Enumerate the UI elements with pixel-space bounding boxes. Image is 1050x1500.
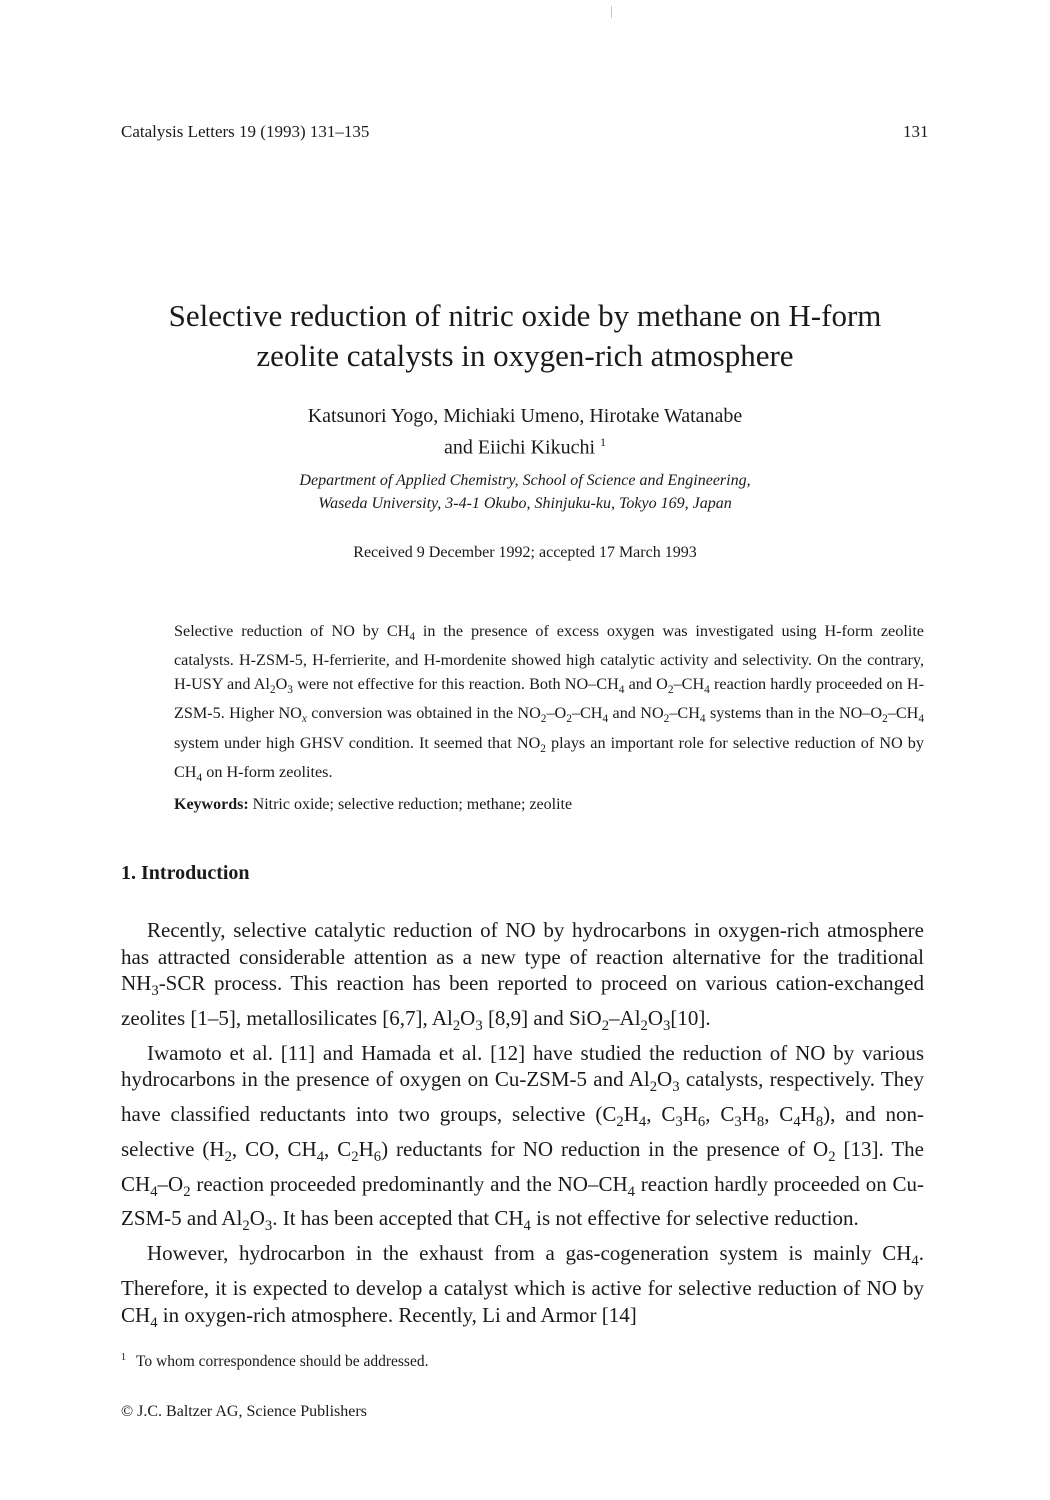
paragraph-2: Iwamoto et al. [11] and Hamada et al. [12] have studied the reduction of NO by various hydrocarbons in the presence of oxygen on Cu-ZSM-5 and $Al_2O_3$ catalysts, respectively. They have classified reductants into two groups, selective ($C_2H_4$, $C_3H_6$, $C_3H_8$, $C_4H_8$), and non-selective ($H_2$, CO, $CH_4$, $C_2H_6$) reductants for NO reduction in the presence of $O_2$ [13]. The $CH_4-O_2$ reaction proceeded predominantly and the $NO-CH_4$ reaction hardly proceeded on Cu-ZSM-5 and $Al_2O_3$. It has been accepted that $CH_4$ is not effective for selective reduction.	[121, 1040, 925, 1235]
title-line-1: Selective reduction of nitric oxide by methane on H-form	[168, 298, 882, 333]
introduction-body	[121, 917, 924, 1336]
article-title	[100, 296, 950, 376]
page-number: 131	[903, 122, 929, 141]
footnote-mark: 1	[121, 1352, 126, 1363]
keywords-text: Nitric oxide; selective reduction; methane; zeolite	[248, 796, 573, 813]
affiliation-line-1: Department of Applied Chemistry, School of Science and Engineering,	[299, 472, 751, 489]
footnote-text: To whom correspondence should be addressed.	[136, 1353, 429, 1371]
keywords-label: Keywords:	[174, 796, 249, 813]
title-line-2: zeolite catalysts in oxygen-rich atmosphere	[256, 338, 794, 373]
affiliation-line-2: Waseda University, 3-4-1 Okubo, Shinjuku-ku, Tokyo 169, Japan	[318, 495, 732, 512]
section-heading-introduction: 1. Introduction	[121, 862, 250, 884]
scan-mark	[611, 6, 612, 18]
authors-line-2: and Eiichi Kikuchi $^1$	[443, 435, 607, 459]
abstract: Selective reduction of NO by $CH_4$ in the presence of excess oxygen was investigated using H-form zeolite catalysts. H-ZSM-5, H-ferrierite, and H-mordenite showed high catalytic activity and selectivity. On the contrary, H-USY and $Al_2O_3$ were not effective for this reaction. Both $NO-CH_4$ and $O_2-CH_4$ reaction hardly proceeded on H-ZSM-5. Higher $NO_x$ conversion was obtained in the $NO_2-O_2-CH_4$ and $NO_2-CH_4$ systems than in the $NO-O_2-CH_4$ system under high GHSV condition. It seemed that $NO_2$ plays an important role for selective reduction of NO by $CH_4$ on H-form zeolites.	[174, 622, 924, 785]
affiliation	[100, 469, 950, 515]
authors-line-1: Katsunori Yogo, Michiaki Umeno, Hirotake Watanabe	[307, 405, 743, 427]
keywords	[174, 796, 924, 814]
copyright: © J.C. Baltzer AG, Science Publishers	[121, 1403, 367, 1420]
author-list	[100, 403, 950, 461]
received-dates: Received 9 December 1992; accepted 17 March 1993	[353, 544, 697, 561]
journal-header: Catalysis Letters 19 (1993) 131–135	[121, 122, 370, 141]
footnote	[121, 1352, 428, 1371]
author-footnote-mark: 1	[600, 435, 607, 449]
paragraph-3: However, hydrocarbon in the exhaust from a gas-cogeneration system is mainly $CH_4$. Therefore, it is expected to develop a catalyst which is active for selective reduction of NO by $CH_4$ in oxygen-rich atmosphere. Recently, Li and Armor [14]	[121, 1241, 924, 1331]
paragraph-1: Recently, selective catalytic reduction of NO by hydrocarbons in oxygen-rich atmosphere has attracted considerable attention as a new type of reaction alternative for the traditional $NH_3$-SCR process. This reaction has been reported to proceed on various cation-exchanged zeolites [1–5], metallosilicates [6,7], $Al_2O_3$ [8,9] and $SiO_2-Al_2O_3[10]$.	[121, 918, 924, 1035]
